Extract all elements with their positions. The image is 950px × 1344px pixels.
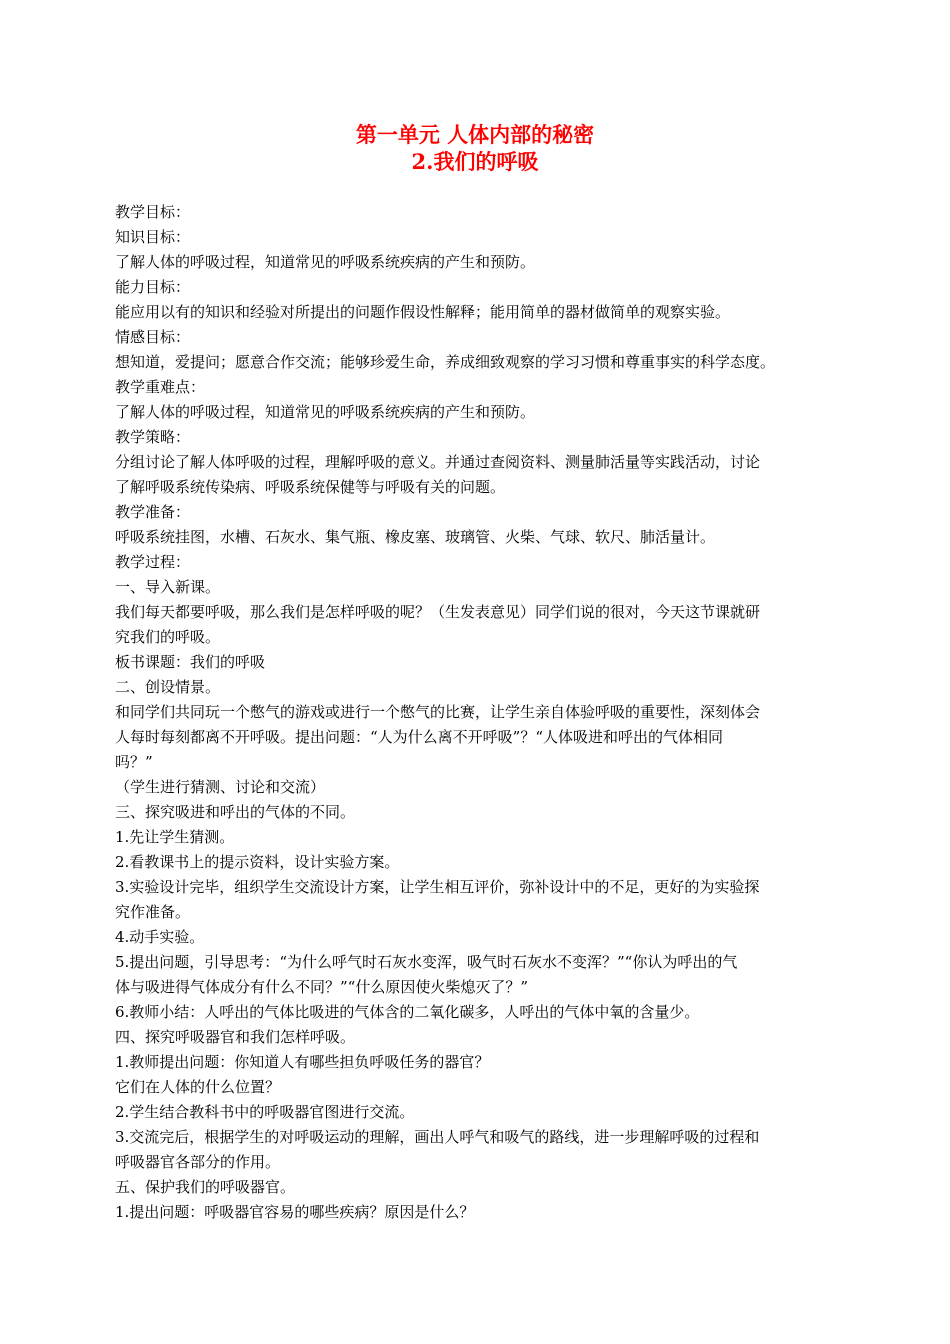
text-line: 2.看教课书上的提示资料，设计实验方案。	[115, 853, 400, 871]
text-line: 能应用以有的知识和经验对所提出的问题作假设性解释；能用简单的器材做简单的观察实验。	[115, 303, 731, 321]
text-line: 知识目标：	[115, 228, 191, 246]
unit-title: 第一单元 人体内部的秘密	[355, 122, 595, 147]
text-line: 体与吸进得气体成分有什么不同？”“什么原因使火柴熄灭了？”	[115, 978, 529, 996]
text-line: 了解人体的呼吸过程，知道常见的呼吸系统疾病的产生和预防。	[115, 403, 536, 421]
text-line: 人每时每刻都离不开呼吸。提出问题：“人为什么离不开呼吸”？“人体吸进和呼出的气体相同	[115, 728, 724, 746]
text-line: 3.交流完后，根据学生的对呼吸运动的理解，画出人呼气和吸气的路线，进一步理解呼吸的过程和	[115, 1128, 760, 1146]
text-line: 板书课题：我们的呼吸	[115, 653, 266, 671]
title-block	[0, 121, 950, 175]
text-line: 3.实验设计完毕，组织学生交流设计方案，让学生相互评价，弥补设计中的不足，更好的为实验探	[115, 878, 760, 896]
text-line: 二、创设情景。	[115, 678, 221, 696]
text-line: 教学策略：	[115, 428, 191, 446]
text-line: 五、保护我们的呼吸器官。	[115, 1178, 296, 1196]
lesson-title: 2.我们的呼吸	[411, 149, 539, 174]
lesson-plan-body	[115, 200, 843, 1225]
text-line: 想知道，爱提问；愿意合作交流；能够珍爱生命，养成细致观察的学习习惯和尊重事实的科学态度。	[115, 353, 776, 371]
text-line: 2.学生结合教科书中的呼吸器官图进行交流。	[115, 1103, 415, 1121]
text-line: 能力目标：	[115, 278, 191, 296]
text-line: （学生进行猜测、讨论和交流）	[115, 778, 326, 796]
text-line: 4.动手实验。	[115, 928, 205, 946]
text-line: 呼吸系统挂图，水槽、石灰水、集气瓶、橡皮塞、玻璃管、火柴、气球、软尺、肺活量计。	[115, 528, 716, 546]
text-line: 1.提出问题：呼吸器官容易的哪些疾病？原因是什么？	[115, 1203, 475, 1221]
text-line: 究作准备。	[115, 903, 191, 921]
text-line: 四、探究呼吸器官和我们怎样呼吸。	[115, 1028, 356, 1046]
text-line: 5.提出问题，引导思考：“为什么呼气时石灰水变浑，吸气时石灰水不变浑？”“你认为呼出的气	[115, 953, 738, 971]
text-line: 教学准备：	[115, 503, 191, 521]
text-line: 究我们的呼吸。	[115, 628, 221, 646]
text-line: 6.教师小结：人呼出的气体比吸进的气体含的二氧化碳多，人呼出的气体中氧的含量少。	[115, 1003, 700, 1021]
text-line: 了解人体的呼吸过程，知道常见的呼吸系统疾病的产生和预防。	[115, 253, 536, 271]
text-line: 1.教师提出问题：你知道人有哪些担负呼吸任务的器官？	[115, 1053, 490, 1071]
text-line: 它们在人体的什么位置？	[115, 1078, 281, 1096]
text-line: 1.先让学生猜测。	[115, 828, 235, 846]
text-line: 情感目标：	[115, 328, 191, 346]
text-line: 教学重难点：	[115, 378, 206, 396]
text-line: 三、探究吸进和呼出的气体的不同。	[115, 803, 356, 821]
text-line: 了解呼吸系统传染病、呼吸系统保健等与呼吸有关的问题。	[115, 478, 506, 496]
text-line: 吗？”	[115, 753, 153, 771]
text-line: 教学过程：	[115, 553, 191, 571]
text-line: 呼吸器官各部分的作用。	[115, 1153, 281, 1171]
text-line: 我们每天都要呼吸，那么我们是怎样呼吸的呢？（生发表意见）同学们说的很对，今天这节课就研	[115, 603, 761, 621]
text-line: 分组讨论了解人体呼吸的过程，理解呼吸的意义。并通过查阅资料、测量肺活量等实践活动，讨论	[115, 453, 761, 471]
text-line: 一、导入新课。	[115, 578, 221, 596]
text-line: 和同学们共同玩一个憋气的游戏或进行一个憋气的比赛，让学生亲自体验呼吸的重要性，深刻体会	[115, 703, 761, 721]
text-line: 教学目标：	[115, 203, 191, 221]
